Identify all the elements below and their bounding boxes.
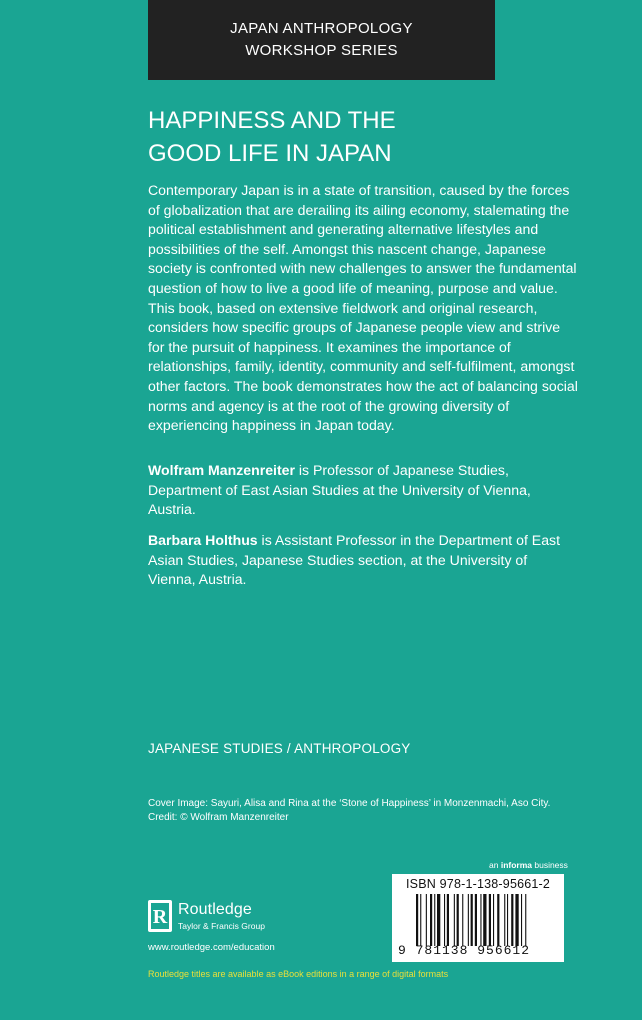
barcode-bar bbox=[507, 894, 508, 946]
series-line-2: WORKSHOP SERIES bbox=[245, 42, 398, 59]
barcode-bar bbox=[525, 894, 526, 946]
barcode-bar bbox=[468, 894, 469, 946]
author-bio-2 bbox=[148, 531, 578, 590]
barcode-bar bbox=[511, 894, 513, 946]
informa-suffix: business bbox=[532, 860, 568, 870]
barcode-bar bbox=[434, 894, 435, 946]
barcode-bar bbox=[454, 894, 455, 946]
series-line-1: JAPAN ANTHROPOLOGY bbox=[230, 20, 413, 37]
photo-credit: Credit: © Wolfram Manzenreiter bbox=[148, 812, 289, 823]
barcode-bar bbox=[497, 894, 499, 946]
author-bio-text-1: is Professor of Japanese Studies, Department of East Asian Studies at the University of Vienna, Austria. bbox=[148, 462, 531, 518]
subject-category: JAPANESE STUDIES / ANTHROPOLOGY bbox=[148, 741, 411, 756]
author-name-2: Barbara Holthus bbox=[148, 532, 258, 548]
barcode-bar bbox=[489, 894, 491, 946]
title-line-1: HAPPINESS AND THE bbox=[148, 107, 396, 134]
isbn-barcode bbox=[392, 874, 564, 962]
barcode-bar bbox=[416, 894, 418, 946]
series-banner bbox=[148, 0, 495, 80]
book-title bbox=[148, 104, 528, 170]
barcode-bars bbox=[416, 894, 554, 946]
barcode-bar bbox=[437, 894, 440, 946]
informa-tagline bbox=[489, 860, 568, 870]
publisher-group: Taylor & Francis Group bbox=[178, 921, 265, 931]
barcode-bar bbox=[444, 894, 445, 946]
isbn-label: ISBN 978-1-138-95661-2 bbox=[406, 877, 551, 891]
author-bio-1 bbox=[148, 461, 578, 520]
svg-text:R: R bbox=[152, 906, 168, 928]
informa-prefix: an bbox=[489, 860, 501, 870]
barcode-bar bbox=[426, 894, 427, 946]
barcode-bar bbox=[457, 894, 459, 946]
author-bio-text-2: is Assistant Professor in the Department of East Asian Studies, Japanese Studies section, at the University of Vienna, Austria. bbox=[148, 532, 561, 588]
barcode-bar bbox=[471, 894, 473, 946]
barcode-bar bbox=[504, 894, 505, 946]
barcode-bar bbox=[521, 894, 522, 946]
informa-brand: informa bbox=[500, 860, 532, 870]
barcode-bar bbox=[430, 894, 432, 946]
barcode-bar bbox=[480, 894, 481, 946]
cover-image-caption: Cover Image: Sayuri, Alisa and Rina at the ‘Stone of Happiness’ in Monzenmachi, Aso City. bbox=[148, 798, 551, 809]
barcode-bar bbox=[475, 894, 477, 946]
title-line-2: GOOD LIFE IN JAPAN bbox=[148, 140, 392, 167]
author-name-1: Wolfram Manzenreiter bbox=[148, 462, 295, 478]
publisher-website[interactable]: www.routledge.com/education bbox=[148, 942, 275, 953]
ebook-note: Routledge titles are available as eBook editions in a range of digital formats bbox=[148, 969, 449, 979]
barcode-bar bbox=[493, 894, 494, 946]
barcode-bar bbox=[515, 894, 518, 946]
cover-credits bbox=[148, 797, 618, 825]
barcode-bar bbox=[447, 894, 449, 946]
book-description: Contemporary Japan is in a state of transition, caused by the forces of globalization that are derailing its ailing economy, stalemating the political establishment and generating alternative lifestyles and possibilities of the self. Amongst this nascent change, Japanese society is confronted with new challenges to answer the fundamental question of how to live a good life of meaning, purpose and value. This book, based on extensive fieldwork and original research, considers how specific groups of Japanese people view and strive for the pursuit of happiness. It examines the importance of relationships, family, identity, community and self-fulfilment, amongst other factors. The book demonstrates how the act of balancing social norms and agency is at the root of the growing diversity of experiencing happiness in Japan today. bbox=[148, 182, 578, 434]
barcode-digits: 9 781138 956612 bbox=[398, 943, 531, 958]
barcode-bar bbox=[420, 894, 421, 946]
routledge-logo bbox=[148, 898, 328, 936]
barcode-bar bbox=[483, 894, 486, 946]
routledge-r-icon bbox=[148, 900, 172, 932]
publisher-name: Routledge bbox=[178, 901, 252, 918]
barcode-bar bbox=[462, 894, 463, 946]
